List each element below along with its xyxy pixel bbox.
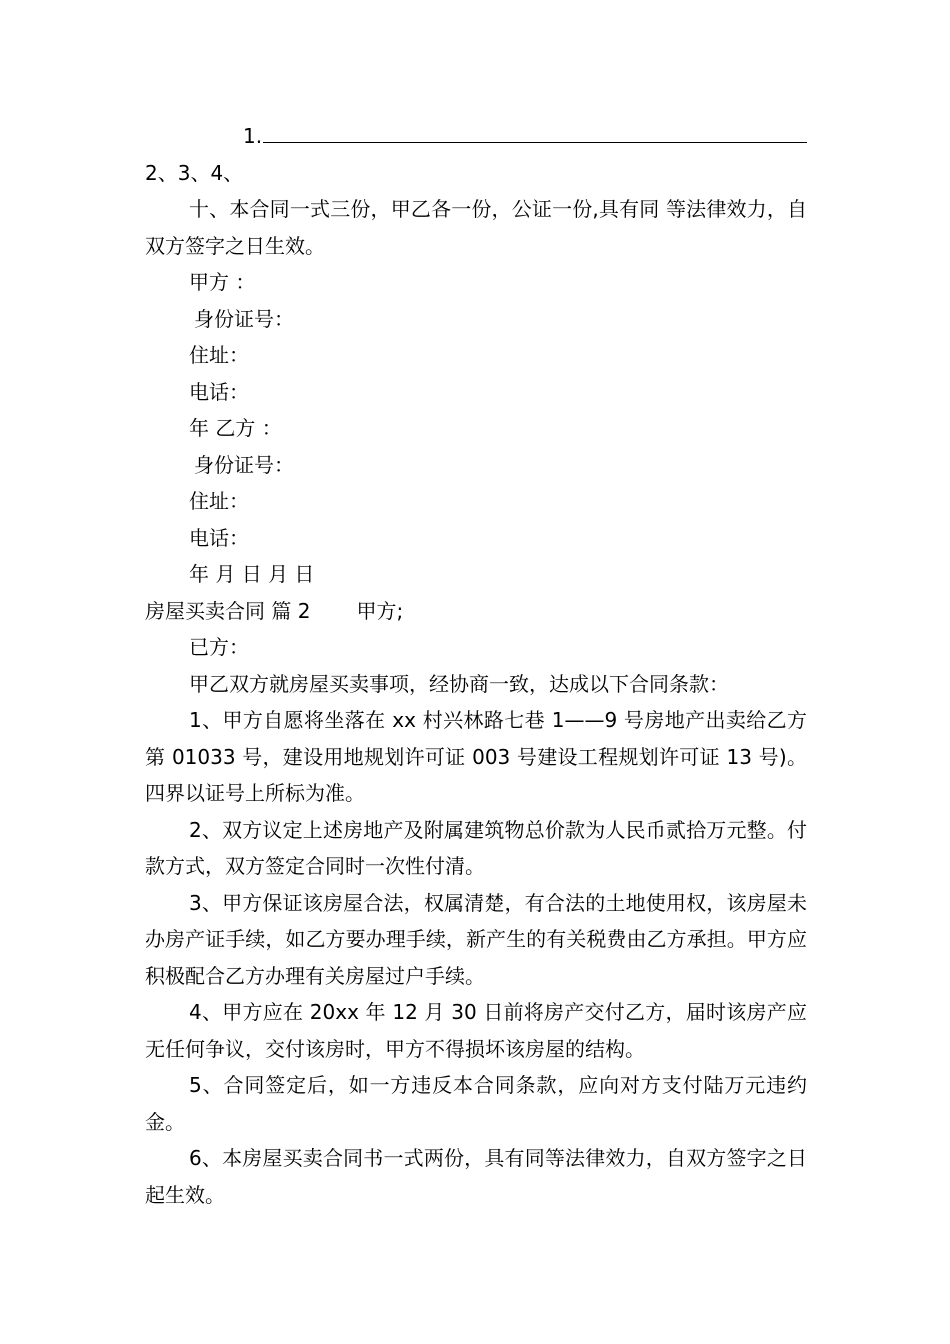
clause-6: 6、本房屋买卖合同书一式两份，具有同等法律效力，自双方签字之日起生效。 [145, 1146, 807, 1207]
clause-1: 1、甲方自愿将坐落在 xx 村兴林路七巷 1——9 号房地产出卖给乙方第 01033 号，建设用地规划许可证 003 号建设工程规划许可证 13 号)。四界以证号上所标为准。 [145, 708, 807, 805]
blank-fill-line [263, 118, 807, 143]
section-party-a: 甲方; [356, 598, 404, 623]
list-line: 2、3、4、 [145, 160, 244, 185]
clause-4: 4、甲方应在 20xx 年 12 月 30 日前将房产交付乙方，届时该房产应无任何争议，交付该房时，甲方不得损坏该房屋的结构。 [145, 1000, 807, 1061]
party-b-id-field: 身份证号： [194, 452, 294, 477]
party-a-id-field: 身份证号： [194, 306, 294, 331]
blank-item-number: 1. [243, 124, 263, 148]
party-ji-label: 已方： [189, 635, 249, 659]
clause-ten-text: 十、本合同一式三份，甲乙各一份，公证一份,具有同 等法律效力，自双方签字之日生效。 [145, 197, 807, 258]
blank-item-row [145, 118, 807, 155]
section-title: 房屋买卖合同 篇 2 [145, 598, 311, 623]
clause-ten [145, 191, 807, 264]
party-b-address-field: 住址： [189, 489, 249, 513]
date-line: 年 月 日 月 日 [189, 562, 315, 586]
clause-5: 5、合同签定后，如一方违反本合同条款，应向对方支付陆万元违约金。 [145, 1073, 807, 1134]
document-body [145, 118, 807, 1213]
party-a-phone-field: 电话： [189, 379, 249, 404]
party-a-label: 甲方 ： [189, 270, 256, 294]
section-heading-row [145, 593, 807, 630]
party-b-label: 年 乙方 ： [189, 416, 282, 440]
clause-2: 2、双方议定上述房地产及附属建筑物总价款为人民币贰拾万元整。付款方式，双方签定合同时一次性付清。 [145, 817, 807, 878]
party-b-phone-field: 电话： [189, 525, 249, 550]
party-a-address-field: 住址： [189, 343, 249, 367]
intro-line: 甲乙双方就房屋买卖事项，经协商一致，达成以下合同条款： [189, 671, 729, 696]
clause-3: 3、甲方保证该房屋合法，权属清楚，有合法的土地使用权，该房屋未办房产证手续，如乙方要办理手续，新产生的有关税费由乙方承担。甲方应积极配合乙方办理有关房屋过户手续。 [145, 890, 807, 988]
